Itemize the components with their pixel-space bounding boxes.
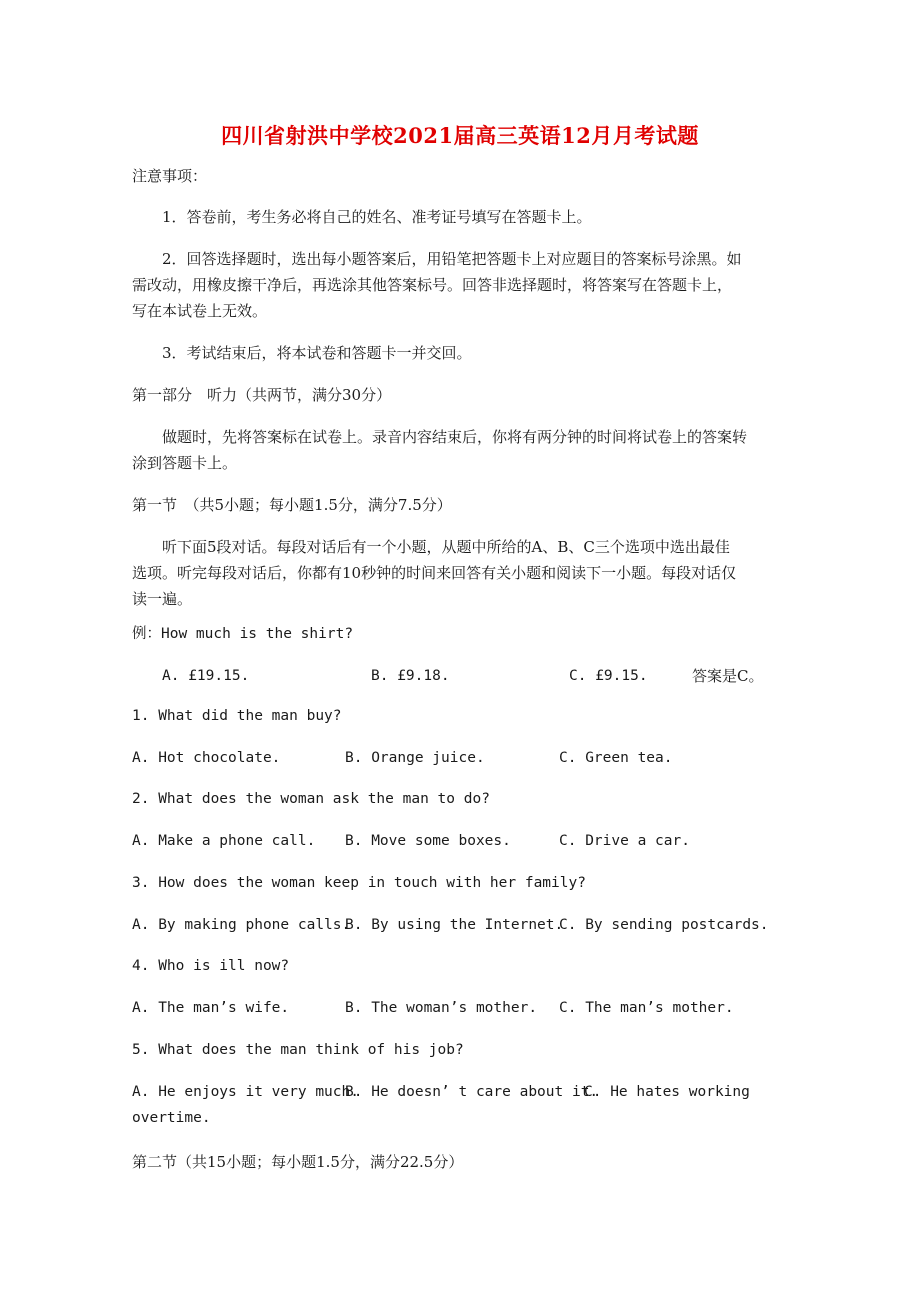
part1-instruction-line-2: 涂到答题卡上。	[132, 454, 238, 472]
question-3-option-b: B. By using the Internet.	[345, 917, 564, 933]
question-1: 1. What did the man buy?	[132, 708, 342, 724]
section1-instruction-line-2: 选项。听完每段对话后，你都有10秒钟的时间来回答有关小题和阅读下一小题。每段对话仅	[132, 564, 737, 582]
question-1-option-b: B. Orange juice.	[345, 750, 485, 766]
question-3: 3. How does the woman keep in touch with her family?	[132, 875, 586, 891]
page-title: 四川省射洪中学校2021届高三英语12月月考试题	[221, 123, 699, 148]
part1-heading: 第一部分 听力（共两节，满分30分）	[132, 386, 392, 404]
question-2: 2. What does the woman ask the man to do?	[132, 791, 490, 807]
question-4-option-a: A. The man’s wife.	[132, 1000, 290, 1016]
question-2-option-c: C. Drive a car.	[559, 833, 690, 849]
example-option-a: A. £19.15.	[162, 668, 250, 684]
question-4-option-b: B. The woman’s mother.	[345, 1000, 538, 1016]
question-5-option-c: C. He hates working	[584, 1084, 750, 1100]
question-3-option-a: A. By making phone calls.	[132, 917, 351, 933]
question-2-option-b: B. Move some boxes.	[345, 833, 511, 849]
question-5-option-c-continuation: overtime.	[132, 1110, 211, 1126]
section1-heading: 第一节 （共5小题；每小题1.5分，满分7.5分）	[132, 496, 452, 514]
notice-item-2-line-1: 2．回答选择题时，选出每小题答案后，用铅笔把答题卡上对应题目的答案标号涂黑。如	[162, 250, 742, 268]
question-4-option-c: C. The man’s mother.	[559, 1000, 734, 1016]
question-5-option-a: A. He enjoys it very much.	[132, 1084, 359, 1100]
notice-item-2-line-3: 写在本试卷上无效。	[132, 302, 268, 320]
notice-item-2-line-2: 需改动，用橡皮擦干净后，再选涂其他答案标号。回答非选择题时，将答案写在答题卡上，	[132, 276, 733, 294]
question-1-option-a: A. Hot chocolate.	[132, 750, 281, 766]
example-answer: 答案是C。	[692, 667, 764, 685]
question-2-option-a: A. Make a phone call.	[132, 833, 316, 849]
example-option-c: C. £9.15.	[569, 668, 648, 684]
part1-instruction-line-1: 做题时，先将答案标在试卷上。录音内容结束后，你将有两分钟的时间将试卷上的答案转	[162, 428, 748, 446]
section1-instruction-line-3: 读一遍。	[132, 590, 193, 608]
notice-item-3: 3．考试结束后，将本试卷和答题卡一并交回。	[162, 344, 472, 362]
section2-heading: 第二节（共15小题；每小题1.5分，满分22.5分）	[132, 1153, 464, 1171]
question-5: 5. What does the man think of his job?	[132, 1042, 464, 1058]
question-1-option-c: C. Green tea.	[559, 750, 673, 766]
example-question: 例：How much is the shirt?	[132, 626, 354, 642]
section1-instruction-line-1: 听下面5段对话。每段对话后有一个小题，从题中所给的A、B、C三个选项中选出最佳	[162, 538, 730, 556]
example-option-b: B. £9.18.	[371, 668, 450, 684]
notice-heading: 注意事项：	[132, 167, 208, 185]
question-3-option-c: C. By sending postcards.	[559, 917, 769, 933]
question-5-option-b: B. He doesn’ t care about it.	[345, 1084, 599, 1100]
notice-item-1: 1．答卷前，考生务必将自己的姓名、准考证号填写在答题卡上。	[162, 208, 592, 226]
question-4: 4. Who is ill now?	[132, 958, 290, 974]
